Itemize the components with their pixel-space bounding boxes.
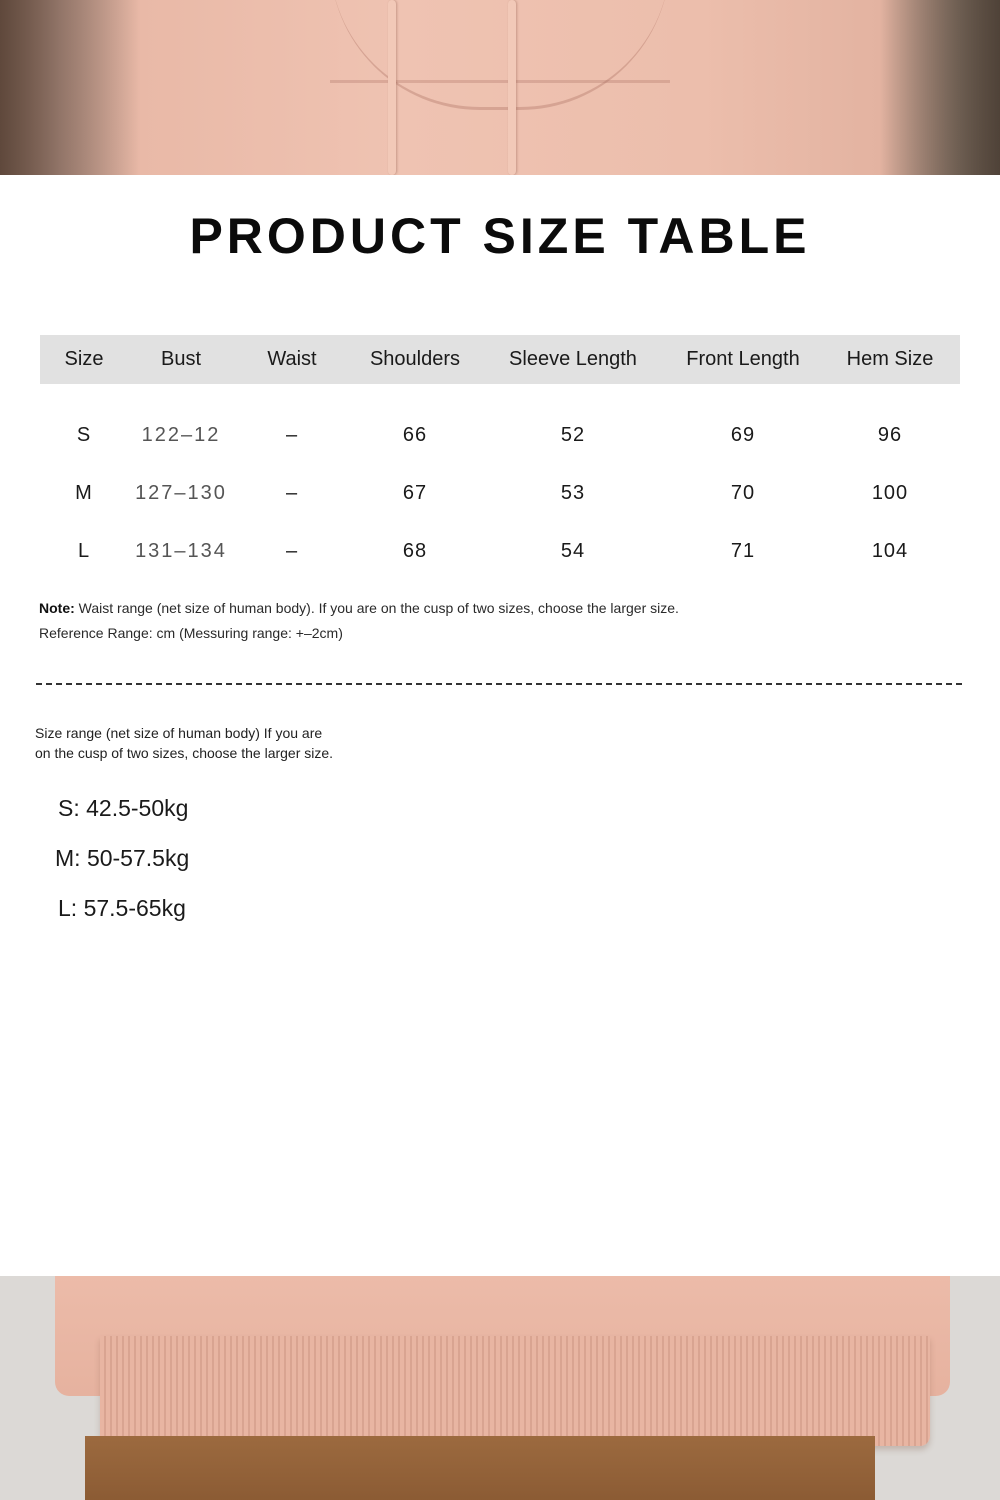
cell-bust: 127–130: [135, 481, 227, 504]
photo-shadow-left: [0, 0, 140, 175]
drawstring-right: [508, 0, 516, 175]
note-label: Note:: [39, 600, 75, 616]
cell-hem-size: 96: [877, 423, 903, 446]
table-row: [40, 522, 960, 580]
cell-waist: –: [285, 423, 299, 446]
ribbed-hem: [100, 1336, 930, 1446]
weight-m: M: 50-57.5kg: [55, 845, 190, 871]
table-row: [40, 406, 960, 464]
note-line-1: [39, 600, 679, 616]
size-table: [40, 335, 960, 580]
weight-s: S: 42.5-50kg: [58, 795, 189, 821]
size-range-line-2: on the cusp of two sizes, choose the larger size.: [35, 745, 334, 761]
note-text: Waist range (net size of human body). If you are on the cusp of two sizes, choose the larger size.: [74, 600, 679, 616]
hoodie-hem-photo: [0, 1276, 1000, 1500]
cell-front-length: 71: [730, 539, 756, 562]
cell-waist: –: [285, 539, 299, 562]
hood-edge: [330, 0, 670, 110]
table-header-row: [40, 335, 960, 384]
cell-front-length: 70: [730, 481, 756, 504]
cell-sleeve-length: 52: [560, 423, 586, 446]
photo-shadow-right: [880, 0, 1000, 175]
page-title: PRODUCT SIZE TABLE: [189, 208, 811, 264]
cell-waist: –: [285, 481, 299, 504]
neckline-seam: [330, 80, 670, 83]
header-shoulders: Shoulders: [350, 335, 480, 384]
cell-shoulders: 67: [402, 481, 428, 504]
dashed-divider: [36, 683, 962, 685]
size-range-line-1: Size range (net size of human body) If you are: [35, 725, 323, 741]
size-range-text: [35, 723, 375, 763]
cell-shoulders: 68: [402, 539, 428, 562]
cell-shoulders: 66: [402, 423, 428, 446]
cell-sleeve-length: 54: [560, 539, 586, 562]
cell-hem-size: 104: [871, 539, 909, 562]
header-size: Size: [40, 335, 128, 384]
drawstring-left: [388, 0, 396, 175]
header-hem-size: Hem Size: [820, 335, 960, 384]
cell-sleeve-length: 53: [560, 481, 586, 504]
cell-front-length: 69: [730, 423, 756, 446]
header-waist: Waist: [234, 335, 350, 384]
hoodie-top-photo: [0, 0, 1000, 175]
table-row: [40, 464, 960, 522]
cell-hem-size: 100: [871, 481, 909, 504]
cell-size: L: [77, 539, 91, 562]
note-line-2: Reference Range: cm (Messuring range: +–2cm): [39, 625, 343, 641]
cell-size: M: [75, 481, 93, 504]
header-sleeve-length: Sleeve Length: [480, 335, 666, 384]
cell-bust: 122–12: [141, 423, 221, 446]
cell-size: S: [76, 423, 92, 446]
header-front-length: Front Length: [666, 335, 820, 384]
header-bust: Bust: [128, 335, 234, 384]
cell-bust: 131–134: [135, 539, 227, 562]
weight-l: L: 57.5-65kg: [58, 895, 186, 921]
brown-pants: [85, 1436, 875, 1500]
